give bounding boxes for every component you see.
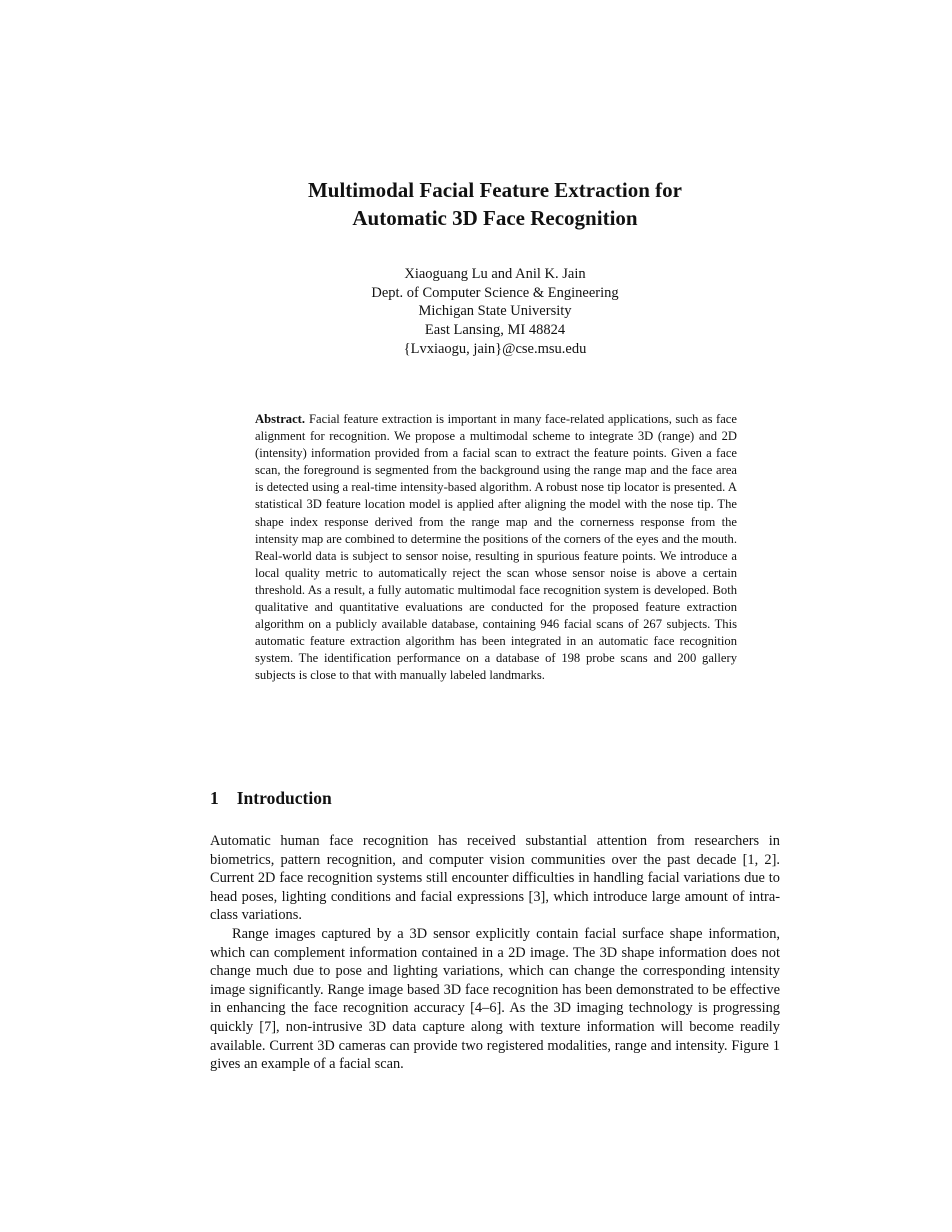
abstract-label: Abstract. bbox=[255, 412, 306, 426]
section-number: 1 bbox=[210, 788, 219, 808]
author-block bbox=[230, 265, 760, 359]
section-heading-introduction bbox=[210, 788, 332, 809]
author-names: Xiaoguang Lu and Anil K. Jain bbox=[404, 266, 586, 282]
affiliation-university: Michigan State University bbox=[418, 303, 572, 320]
affiliation-department: Dept. of Computer Science & Engineering bbox=[371, 284, 619, 301]
abstract bbox=[255, 411, 737, 685]
paper-title bbox=[180, 176, 810, 232]
intro-paragraph-2: Range images captured by a 3D sensor explicitly contain facial surface shape information, which can complement information contained in a 2D image. The 3D shape information does not change much due to pose and lighting variations, which can change the corresponding intensity image significantly. Range image based 3D face recognition has been demonstrated to be effective in enhancing the face recognition accuracy [4–6]. As the 3D imaging technology is progressing quickly [7], non-intrusive 3D data capture along with texture information will become readily available. Current 3D cameras can provide two registered modalities, range and intensity. Figure 1 gives an example of a facial scan. bbox=[210, 925, 780, 1073]
intro-paragraph-1: Automatic human face recognition has received substantial attention from researchers in biometrics, pattern recognition, and computer vision communities over the past decade [1, 2]. Current 2D face recognition systems still encounter difficulties in handling facial variations due to head poses, lighting conditions and facial expressions [3], which introduce large amount of intra-class variations. bbox=[210, 833, 780, 924]
abstract-text: Facial feature extraction is important in many face-related applications, such as face alignment for recognition. We propose a multimodal scheme to integrate 3D (range) and 2D (intensity) information provided from a facial scan to extract the feature points. Given a face scan, the foreground is segmented from the background using the range map and the face area is detected using a real-time intensity-based algorithm. A robust nose tip locator is presented. A statistical 3D feature location model is applied after aligning the model with the nose tip. The shape index response derived from the range map and the cornerness response from the intensity map are combined to determine the positions of the corners of the eyes and the mouth. Real-world data is subject to sensor noise, resulting in spurious feature points. We introduce a local quality metric to automatically reject the scan whose sensor noise is above a certain threshold. As a result, a fully automatic multimodal face recognition system is developed. Both qualitative and quantitative evaluations are conducted for the proposed feature extraction algorithm on a publicly available database, containing 946 facial scans of 267 subjects. This automatic feature extraction algorithm has been integrated in an automatic face recognition system. The identification performance on a database of 198 probe scans and 200 gallery subjects is close to that with manually labeled landmarks. bbox=[255, 412, 737, 683]
author-email: {Lvxiaogu, jain}@cse.msu.edu bbox=[403, 340, 587, 357]
affiliation-city: East Lansing, MI 48824 bbox=[424, 322, 566, 339]
section-title: Introduction bbox=[236, 788, 332, 808]
title-line-1: Multimodal Facial Feature Extraction for bbox=[307, 178, 683, 202]
title-line-2: Automatic 3D Face Recognition bbox=[352, 206, 638, 230]
introduction-body bbox=[210, 832, 780, 1074]
